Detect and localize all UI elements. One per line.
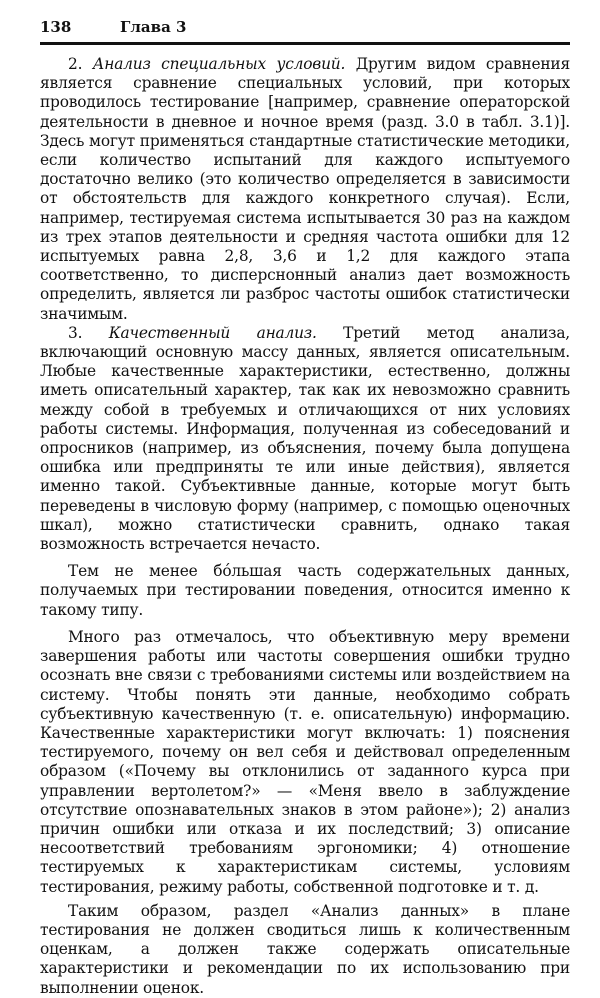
paragraph-text: Другим видом сравнения является сравнение специальных условий, при которых проводилось тестирование [например, сравнение операторской деятельности в дневное и ночное время (разд. 3.0 в табл. 3.1)]. Здесь могут применяться стандартные статистические методики, если количество испытаний для каждого испытуемого достаточно велико (это количество определяется в зависимости от обстоятельств для каждого конкретного случая). Если, например, тестируемая система испытывается 30 раз на каждом из трех этапов деятельности и средняя частота ошибки для 12 испытуемых равна 2,8, 3,6 и 1,2 для каждого этапа соответственно, то дисперснонный анализ дает возможность определить, является ли разброс частоты ошибок статистически значимым. <box>40 55 570 323</box>
header-rule <box>40 42 570 45</box>
paragraph-text: Таким образом, раздел «Анализ данных» в плане тестирования не должен сводиться лишь к количественным оценкам, а должен также содержать описательные характеристики и рекомендации по их использованию при выполнении оценок. <box>40 901 570 997</box>
page-number: 138 <box>40 18 72 36</box>
run-in-heading: Качественный анализ. <box>108 323 317 342</box>
paragraph-content-data <box>40 562 570 620</box>
paragraph-special-conditions <box>40 55 570 324</box>
section-number: 3. <box>68 323 109 342</box>
body-text <box>40 55 570 998</box>
section-number: 2. <box>68 55 93 73</box>
paragraph-text: Много раз отмечалось, что объективную меру времени завершения работы или частоты совершения ошибки трудно осознать вне связи с требованиями системы или воздействием на систему. Чтобы понять эти данные, необходимо собрать субъективную качественную (т. е. описательную) информацию. Качественные характеристики могут включать: 1) пояснения тестируемого, почему он вел себя и действовал определенным образом («Почему вы отклонились от заданного курса при управлении вертолетом?» — «Меня ввело в заблуждение отсутствие опознавательных знаков в этом районе»); 2) анализ причин ошибки или отказа и их последствий; 3) описание несоответствий требованиям эргономики; 4) отношение тестируемых к характеристикам системы, условиям тестирования, режиму работы, собственной подготовке и т. д. <box>40 627 570 896</box>
paragraph-qualitative-analysis <box>40 324 570 554</box>
running-head <box>40 18 570 40</box>
chapter-title: Глава 3 <box>120 18 187 36</box>
book-page <box>40 18 570 998</box>
paragraph-conclusion <box>40 902 570 998</box>
run-in-heading: Анализ специальных условий. <box>92 55 346 73</box>
paragraph-text: Третий метод анализа, включающий основную массу данных, является описательным. Любые качественные характеристики, естественно, должны иметь описательный характер, так как их невозможно сравнить между собой в требуемых и отличающихся от них условиях работы системы. Информация, полученная из собеседований и опросников (например, из объяснения, почему была допущена ошибка или предприняты те или иные действия), является именно такой. Субъективные данные, которые могут быть переведены в числовую форму (например, с помощью оценочных шкал), можно статистически сравнить, однако такая возможность встречается нечасто. <box>40 323 571 554</box>
paragraph-objective-measures <box>40 628 570 897</box>
paragraph-text: Тем не менее бо́льшая часть содержательных данных, получаемых при тестировании поведения, относится именно к такому типу. <box>40 562 570 619</box>
